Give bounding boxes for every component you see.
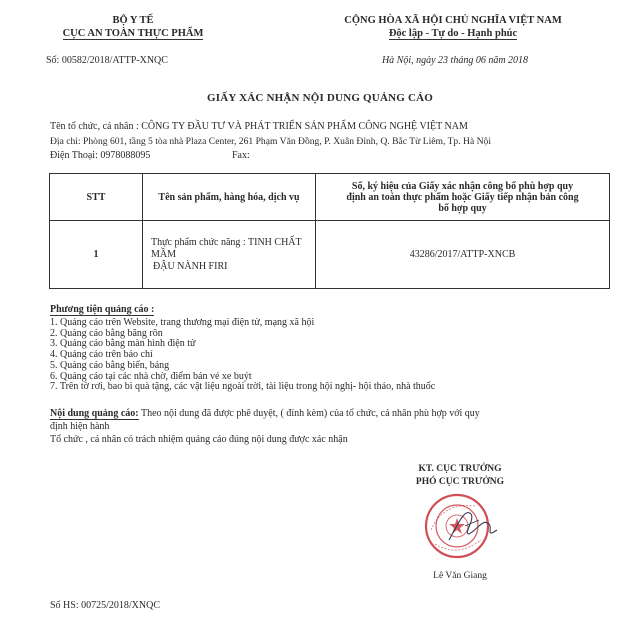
row-stt: 1 [50,221,143,289]
place-date: Hà Nội, ngày 23 tháng 06 năm 2018 [381,55,529,66]
media-heading: Phương tiện quảng cáo : [50,304,155,315]
row-code: 43286/2017/ATTP-XNCB [316,221,610,289]
list-item: 4. Quảng cáo trên báo chí [50,349,153,361]
org-fax: Fax: [232,150,250,161]
list-item: 5. Quảng cáo bằng biển, bảng [50,359,170,371]
ministry-name: BỘ Y TẾ [112,15,154,26]
signer-role-1: KT. CỤC TRƯỞNG [418,464,502,474]
agency-name: CỤC AN TOÀN THỰC PHẨM [62,28,204,39]
content-text: Theo nội dung đã được phê duyệt, ( đính kèm) của tổ chức, cá nhân phù hợp với quy [138,408,480,419]
media-list [50,318,435,393]
list-item: 1. Quảng cáo trên Website, trang thương mại điện tử, mạng xã hội [50,317,315,328]
header-code: Số, ký hiệu của Giấy xác nhận công bố phù hợp quy định an toàn thực phẩm hoặc Giấy tiếp nhận bản công bố hợp quy [316,174,610,221]
hs-number: Số HS: 00725/2018/XNQC [50,600,161,611]
motto: Độc lập - Tự do - Hạnh phúc [388,28,518,39]
product-table [49,173,610,289]
org-name: Tên tổ chức, cá nhân : CÔNG TY ĐẦU TƯ VÀ PHÁT TRIỂN SẢN PHẨM CÔNG NGHỆ VIỆT NAM [50,121,468,132]
list-item: 6. Quảng cáo tại các nhà chờ, điểm bán vé xe buýt [50,370,252,382]
document-title: GIẤY XÁC NHẬN NỘI DUNG QUẢNG CÁO [207,92,433,104]
nation-name: CỘNG HÒA XÃ HỘI CHỦ NGHĨA VIỆT NAM [344,15,562,26]
responsibility-note: Tổ chức , cá nhân có trách nhiệm quảng cáo đúng nội dung được xác nhận [50,434,348,445]
org-address: Địa chỉ: Phòng 601, tầng 5 tòa nhà Plaza Center, 261 Phạm Văn Đồng, P. Xuân Đỉnh, Q. Bắc Từ Liêm, Tp. Hà Nội [50,136,492,147]
header-stt: STT [50,174,143,221]
row-product: Thực phẩm chức năng : TINH CHẤT MẦM ĐẬU NÀNH FIRI [143,221,316,289]
table-header-row [50,174,610,221]
handwritten-signature [445,500,500,550]
list-item: 3. Quảng cáo bằng màn hình điện tử [50,338,196,350]
signer-role-2: PHÓ CỤC TRƯỞNG [415,477,505,487]
content-text-cont: định hiện hành [50,421,110,432]
org-phone: Điện Thoại: 0978088095 [50,150,151,161]
content-line [50,408,480,420]
list-item: 2. Quảng cáo bằng băng rôn [50,327,163,339]
signer-name: Lê Văn Giang [433,571,487,581]
list-item: 7. Trên tờ rơi, bao bì quà tặng, các vật liệu ngoài trời, tài liệu trong hội nghị- hội thảo, nhà thuốc [50,381,436,393]
content-label: Nội dung quảng cáo: [50,408,139,419]
document-number: Số: 00582/2018/ATTP-XNQC [46,55,168,66]
table-row [50,221,610,289]
header-product: Tên sản phẩm, hàng hóa, dịch vụ [143,174,316,221]
